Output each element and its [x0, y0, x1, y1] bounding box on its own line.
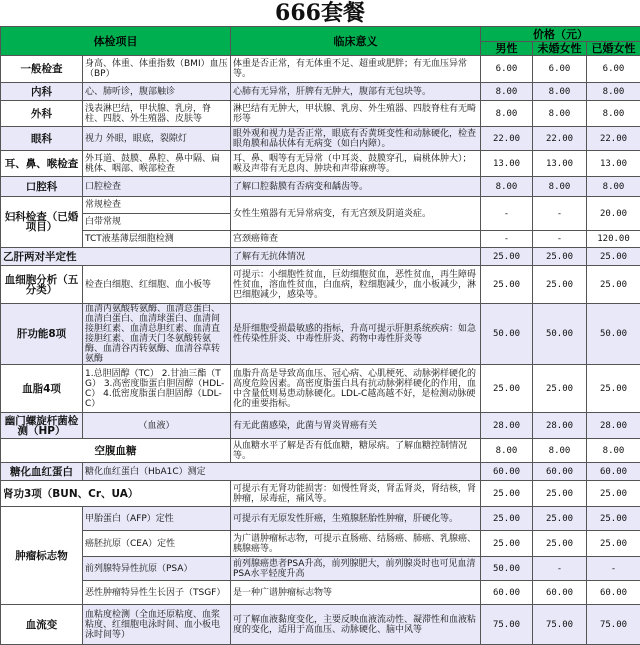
price-male: - — [481, 231, 533, 248]
price-unmarried: 25.00 — [533, 248, 587, 266]
meaning-cell: 血脂升高是导致高血压、冠心病、心肌梗死、动脉粥样硬化的高度危险因素。高密度脂蛋白具有抗动脉粥样硬化的作用，血中含量低则易患动脉硬化。LDL-C越高越不好，是检测动脉硬化的重要指标。 — [231, 365, 481, 413]
item-cell: 浅表淋巴结，甲状腺、乳房，脊柱、四肢、外生殖器、皮肤等 — [83, 101, 231, 127]
category-cell: 血细胞分析（五分类） — [1, 266, 83, 304]
meaning-cell: 可提示有无原发性肝癌，生殖腺胚胎性肿瘤，肝硬化等。 — [231, 507, 481, 531]
price-married: 25.00 — [587, 481, 640, 507]
item-cell: （血液） — [83, 413, 231, 439]
category-cell: 血脂4项 — [1, 365, 83, 413]
meaning-cell: 前列腺癌患者PSA升高，前列腺肥大，前列腺炎时也可见血清PSA水平轻度升高 — [231, 557, 481, 581]
price-unmarried: - — [533, 557, 587, 581]
category-cell: 口腔科 — [1, 177, 83, 197]
price-married: 8.00 — [587, 101, 640, 127]
meaning-cell: 耳、鼻、咽等有无异常（中耳炎、鼓膜穿孔，扁桃体肿大）；喉及声带有无息肉、肿块和声带麻痹等。 — [231, 151, 481, 177]
item-cell: 甲胎蛋白（AFP）定性 — [83, 507, 231, 531]
price-male: 25.00 — [481, 365, 533, 413]
meaning-cell: 从血糖水平了解是否有低血糖，糖尿病。了解血糖控制情况等。 — [231, 439, 481, 463]
price-male: 13.00 — [481, 151, 533, 177]
header-meaning: 临床意义 — [231, 27, 481, 56]
price-unmarried: 60.00 — [533, 463, 587, 481]
item-cell: 身高、体重、体重指数（BMI）血压（BP） — [83, 56, 231, 83]
price-unmarried: 8.00 — [533, 177, 587, 197]
meaning-cell: 为广谱肿瘤标志物，可提示直肠癌、结肠癌、肺癌、乳腺癌、胰腺癌等。 — [231, 531, 481, 557]
table-row — [1, 177, 640, 197]
price-married: 25.00 — [587, 507, 640, 531]
price-married: 25.00 — [587, 266, 640, 304]
price-unmarried: 25.00 — [533, 481, 587, 507]
price-married: - — [587, 557, 640, 581]
meaning-cell: 眼外观和视力是否正常，眼底有否黄斑变性和动脉硬化，检查眼角膜和晶状体有无病变（如白内障）。 — [231, 127, 481, 151]
category-cell: 空腹血糖 — [1, 439, 231, 463]
category-cell: 肝功能8项 — [1, 304, 83, 365]
category-cell: 糖化血红蛋白 — [1, 463, 83, 481]
price-married: 60.00 — [587, 463, 640, 481]
item-cell: 恶性肿瘤特异性生长因子（TSGF） — [83, 581, 231, 605]
table-row — [1, 605, 640, 645]
table-row — [1, 463, 640, 481]
item-cell: 检查白细胞、红细胞、血小板等 — [83, 266, 231, 304]
price-married: 6.00 — [587, 56, 640, 83]
table-row — [1, 248, 640, 266]
category-cell: 一般检查 — [1, 56, 83, 83]
price-unmarried: 13.00 — [533, 151, 587, 177]
item-cell: 血粘度检测（全血还原粘度、血浆粘度、红细胞电泳时间、血小板电泳时间等） — [83, 605, 231, 645]
price-married: 60.00 — [587, 581, 640, 605]
price-married: 8.00 — [587, 439, 640, 463]
table-row — [1, 365, 640, 413]
category-cell: 血流变 — [1, 605, 83, 645]
meaning-cell: 淋巴结有无肿大，甲状腺、乳房、外生殖器、四肢脊柱有无畸形等 — [231, 101, 481, 127]
table-row — [1, 151, 640, 177]
header-price: 价格（元） — [481, 27, 640, 42]
table-row — [1, 531, 640, 557]
meaning-cell: 体重是否正常，有无体重不足、超重或肥胖；有无血压异常等。 — [231, 56, 481, 83]
price-unmarried: 8.00 — [533, 439, 587, 463]
category-cell: 眼科 — [1, 127, 83, 151]
table-row — [1, 127, 640, 151]
category-cell: 肿瘤标志物 — [1, 507, 83, 605]
price-male: 22.00 — [481, 127, 533, 151]
price-male: 50.00 — [481, 304, 533, 365]
table-row — [1, 56, 640, 83]
table-row — [1, 266, 640, 304]
table-row — [1, 481, 640, 507]
price-unmarried: 75.00 — [533, 605, 587, 645]
price-unmarried: 25.00 — [533, 507, 587, 531]
table-row — [1, 557, 640, 581]
item-cell: 1.总胆固醇（TC） 2.甘油三酯（TG） 3.高密度脂蛋白胆固醇（HDL-C） 4.低密度脂蛋白胆固醇（LDL-C） — [83, 365, 231, 413]
meaning-cell: 可提示：小细胞性贫血，巨幼细胞贫血，恶性贫血，再生障碍性贫血，溶血性贫血，白血病，粒细胞减少，血小板减少，淋巴细胞减少，感染等。 — [231, 266, 481, 304]
category-cell: 内科 — [1, 83, 83, 101]
header-male: 男性 — [481, 42, 533, 56]
price-male: 8.00 — [481, 439, 533, 463]
price-male: 8.00 — [481, 83, 533, 101]
table-row — [1, 231, 640, 248]
price-married: 120.00 — [587, 231, 640, 248]
price-male: 60.00 — [481, 581, 533, 605]
price-male: 25.00 — [481, 531, 533, 557]
price-married: 25.00 — [587, 248, 640, 266]
table-row — [1, 83, 640, 101]
price-unmarried: 8.00 — [533, 83, 587, 101]
category-cell: 外科 — [1, 101, 83, 127]
header-married-female: 已婚女性 — [587, 42, 640, 56]
item-cell: 口腔检查 — [83, 177, 231, 197]
price-male: 25.00 — [481, 481, 533, 507]
price-married: 50.00 — [587, 304, 640, 365]
category-cell: 肾功3项（BUN、Cr、UA） — [1, 481, 231, 507]
price-unmarried: 25.00 — [533, 266, 587, 304]
category-cell: 幽门螺旋杆菌检测（HP） — [1, 413, 83, 439]
table-row — [1, 507, 640, 531]
price-unmarried: - — [533, 197, 587, 231]
price-male: - — [481, 197, 533, 231]
table-row — [1, 413, 640, 439]
price-married: 25.00 — [587, 531, 640, 557]
price-unmarried: 8.00 — [533, 101, 587, 127]
meaning-cell: 女性生殖器有无异常病变，有无宫颈及阴道炎症。 — [231, 197, 481, 231]
meaning-cell: 了解口腔黏膜有否病变和龋齿等。 — [231, 177, 481, 197]
price-married: 28.00 — [587, 413, 640, 439]
price-unmarried: 28.00 — [533, 413, 587, 439]
price-unmarried: 25.00 — [533, 531, 587, 557]
table-row — [1, 439, 640, 463]
price-male: 25.00 — [481, 266, 533, 304]
meaning-cell: 可了解血液黏度变化，主要反映血液流动性、凝滞性和血液粘度的变化，适用于高血压、动脉硬化、脑中风等 — [231, 605, 481, 645]
price-male: 25.00 — [481, 248, 533, 266]
meaning-cell: 有无此菌感染，此菌与胃炎胃癌有关 — [231, 413, 481, 439]
price-married: 13.00 — [587, 151, 640, 177]
price-married: 20.00 — [587, 197, 640, 231]
price-married: 22.00 — [587, 127, 640, 151]
price-married: 25.00 — [587, 365, 640, 413]
table-row — [1, 581, 640, 605]
table-row — [1, 304, 640, 365]
price-male: 8.00 — [481, 177, 533, 197]
header-item: 体检项目 — [1, 27, 231, 56]
price-male: 60.00 — [481, 463, 533, 481]
item-cell: 视力 外眼，眼底，裂隙灯 — [83, 127, 231, 151]
category-cell: 乙肝两对半定性 — [1, 248, 231, 266]
price-male: 6.00 — [481, 56, 533, 83]
item-cell: TCT液基薄层细胞检测 — [83, 231, 231, 248]
header-unmarried-female: 未婚女性 — [533, 42, 587, 56]
price-married: 8.00 — [587, 177, 640, 197]
category-cell: 妇科检查（已婚项目） — [1, 197, 83, 248]
item-cell: 常规检查 — [83, 197, 231, 214]
page-title: 666套餐 — [0, 0, 640, 26]
item-cell: 白带常规 — [83, 214, 231, 231]
meaning-cell: 宫颈癌筛查 — [231, 231, 481, 248]
item-cell: 血清丙氨酸转氨酶、血清总蛋白、血清白蛋白、血清球蛋白、血清间接胆红素、血清总胆红素、血清直接胆红素、血清天门冬氨酸转氨酶、血清谷丙转氨酶、血清谷草转氨酶 — [83, 304, 231, 365]
category-cell: 耳、鼻、喉检查 — [1, 151, 83, 177]
item-cell: 心、肺听诊，腹部触诊 — [83, 83, 231, 101]
price-male: 50.00 — [481, 557, 533, 581]
table-row — [1, 101, 640, 127]
price-unmarried: 6.00 — [533, 56, 587, 83]
table-row — [1, 197, 640, 214]
item-cell: 癌胚抗原（CEA）定性 — [83, 531, 231, 557]
price-male: 25.00 — [481, 507, 533, 531]
checkup-table — [0, 26, 640, 645]
item-cell: 糖化血红蛋白（HbA1C）测定 — [83, 463, 481, 481]
price-married: 75.00 — [587, 605, 640, 645]
meaning-cell: 心肺有无异常，肝脾有无肿大，腹部有无包块等。 — [231, 83, 481, 101]
item-cell: 前列腺特异性抗原（PSA） — [83, 557, 231, 581]
header-row — [1, 27, 640, 42]
price-unmarried: 60.00 — [533, 581, 587, 605]
price-unmarried: 25.00 — [533, 365, 587, 413]
price-male: 75.00 — [481, 605, 533, 645]
price-unmarried: - — [533, 231, 587, 248]
price-unmarried: 50.00 — [533, 304, 587, 365]
item-cell: 外耳道、鼓膜、鼻腔、鼻中隔、扁桃体、咽部、喉部检查 — [83, 151, 231, 177]
meaning-cell: 是肝细胞受损最敏感的指标，升高可提示肝胆系统疾病：如急性传染性肝炎、中毒性肝炎、药物中毒性肝炎等 — [231, 304, 481, 365]
meaning-cell: 了解有无抗体情况 — [231, 248, 481, 266]
price-unmarried: 22.00 — [533, 127, 587, 151]
price-male: 28.00 — [481, 413, 533, 439]
meaning-cell: 是一种广谱肿瘤标志物等 — [231, 581, 481, 605]
meaning-cell: 可提示有无肾功能损害：如慢性肾炎，肾盂肾炎，肾结核，肾肿瘤，尿毒症，痛风等。 — [231, 481, 481, 507]
price-male: 8.00 — [481, 101, 533, 127]
price-married: 8.00 — [587, 83, 640, 101]
